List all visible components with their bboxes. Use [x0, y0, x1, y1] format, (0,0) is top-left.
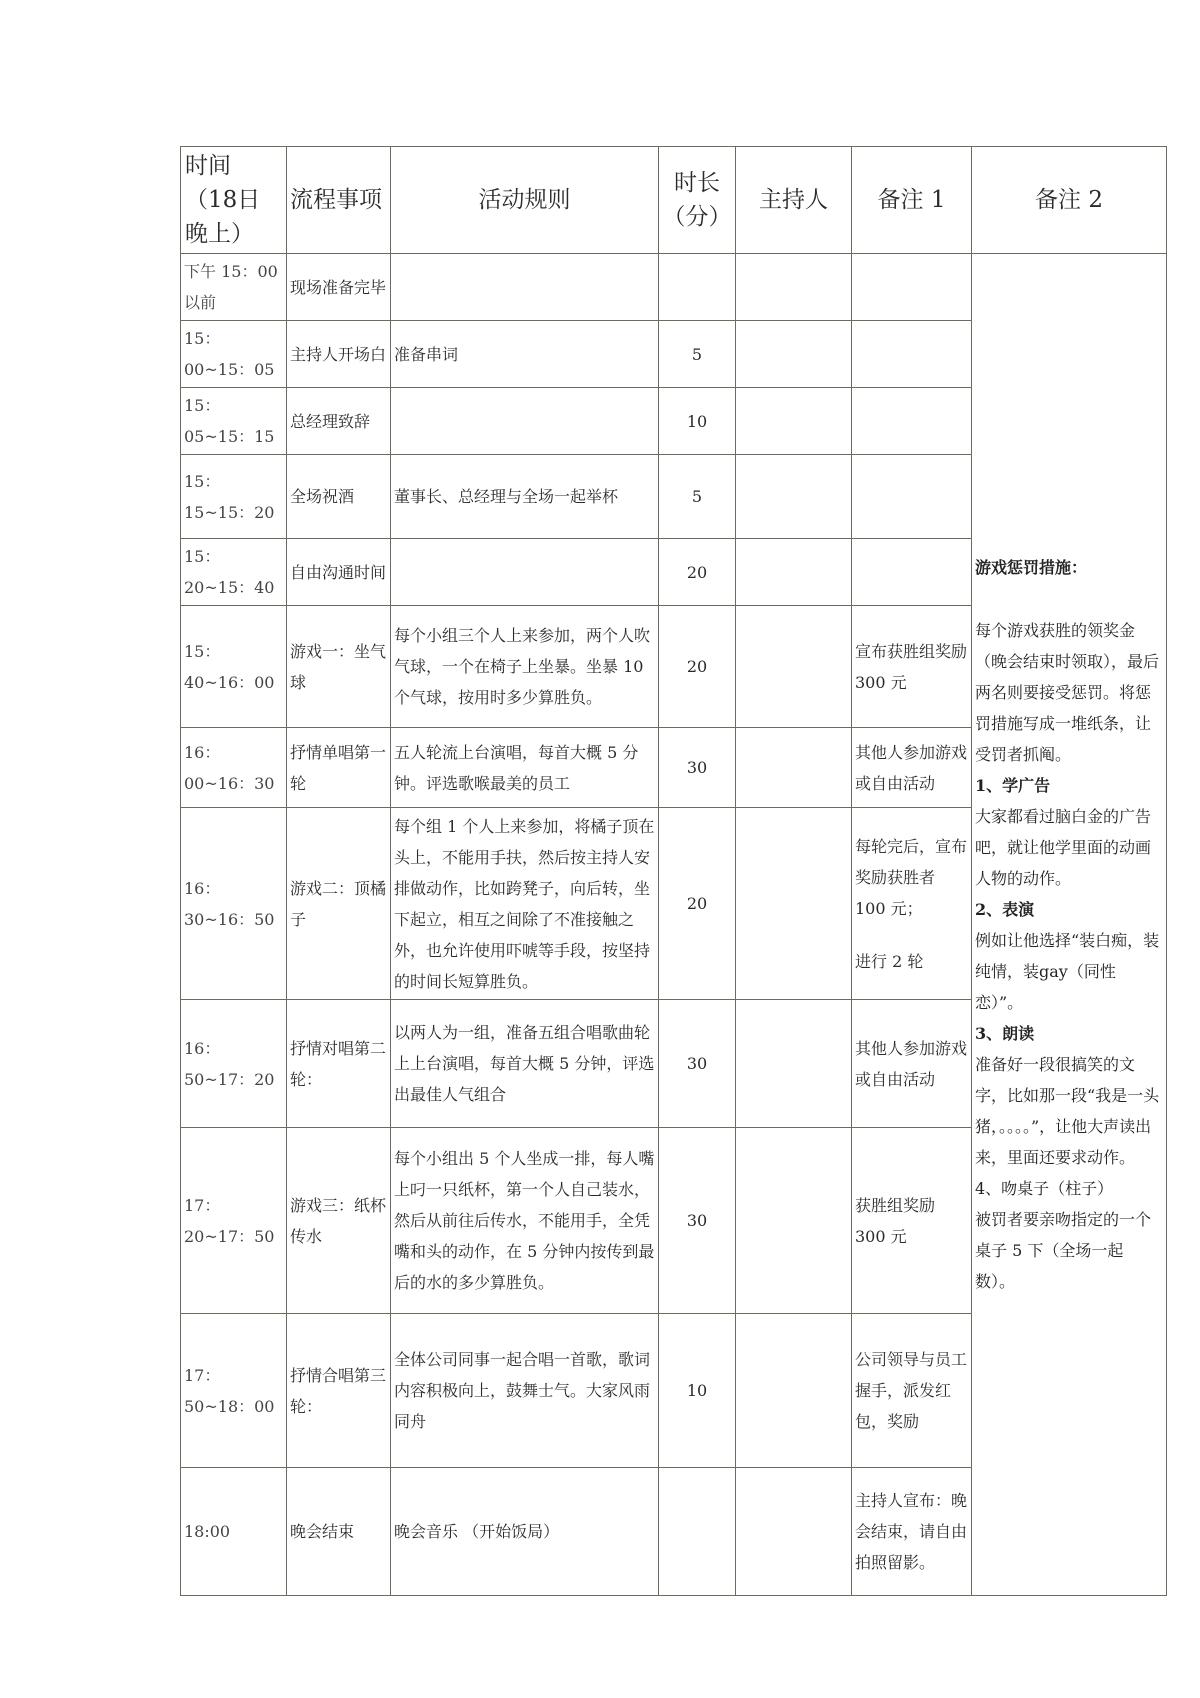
cell-duration: 30: [659, 1000, 736, 1128]
event-schedule-table: [180, 146, 1167, 1596]
note1-award-text: 每轮完后，宣布奖励获胜者 100 元；: [855, 836, 968, 918]
cell-rules: [391, 539, 659, 606]
penalty-item-head: 1、学广告: [975, 776, 1051, 795]
header-rules: 活动规则: [391, 147, 659, 254]
cell-item: 全场祝酒: [287, 455, 391, 539]
cell-host: [736, 1314, 852, 1468]
penalty-item-body: 大家都看过脑白金的广告吧，就让他学里面的动画人物的动作。: [975, 807, 1152, 888]
cell-duration: 30: [659, 1128, 736, 1314]
penalty-notes-cell: [972, 254, 1167, 1596]
cell-duration: 20: [659, 539, 736, 606]
cell-host: [736, 1128, 852, 1314]
cell-rules: 准备串词: [391, 321, 659, 388]
penalty-title: 游戏惩罚措施：: [975, 558, 1088, 577]
cell-item: 总经理致辞: [287, 388, 391, 455]
cell-rules: 每个小组出 5 个人坐成一排，每人嘴上叼一只纸杯，第一个人自己装水，然后从前往后传水，不能用手，全凭嘴和头的动作，在 5 分钟内按传到最后的水的多少算胜负。: [391, 1128, 659, 1314]
cell-item: 游戏三：纸杯传水: [287, 1128, 391, 1314]
cell-item: 游戏一：坐气球: [287, 606, 391, 728]
cell-note1: 其他人参加游戏或自由活动: [852, 1000, 972, 1128]
cell-note1: [852, 321, 972, 388]
header-note2: 备注 2: [972, 147, 1167, 254]
cell-host: [736, 606, 852, 728]
header-item: 流程事项: [287, 147, 391, 254]
table-row: [181, 254, 1167, 321]
cell-rules: [391, 388, 659, 455]
header-host: 主持人: [736, 147, 852, 254]
cell-note1: [852, 539, 972, 606]
cell-host: [736, 254, 852, 321]
penalty-item-body: 被罚者要亲吻指定的一个桌子 5 下（全场一起数）。: [975, 1210, 1152, 1291]
header-row: [181, 147, 1167, 254]
cell-note1: [852, 455, 972, 539]
cell-rules: 董事长、总经理与全场一起举杯: [391, 455, 659, 539]
cell-note1: [852, 808, 972, 1000]
cell-duration: 10: [659, 1314, 736, 1468]
cell-time: 15：40~16：00: [181, 606, 287, 728]
cell-time: 15：20~15：40: [181, 539, 287, 606]
cell-host: [736, 1468, 852, 1596]
cell-time: 下午 15：00 以前: [181, 254, 287, 321]
cell-host: [736, 728, 852, 808]
header-note1: 备注 1: [852, 147, 972, 254]
cell-item: 抒情合唱第三轮：: [287, 1314, 391, 1468]
cell-note1: 获胜组奖励 300 元: [852, 1128, 972, 1314]
cell-time: 17：20~17：50: [181, 1128, 287, 1314]
cell-time: 15：05~15：15: [181, 388, 287, 455]
cell-item: 现场准备完毕: [287, 254, 391, 321]
cell-duration: 30: [659, 728, 736, 808]
cell-duration: 10: [659, 388, 736, 455]
cell-note1: 其他人参加游戏或自由活动: [852, 728, 972, 808]
penalty-item-head: 4、吻桌子（柱子）: [975, 1179, 1114, 1198]
cell-item: 抒情对唱第二轮：: [287, 1000, 391, 1128]
cell-duration: [659, 1468, 736, 1596]
cell-rules: 每个小组三个人上来参加，两个人吹气球，一个在椅子上坐暴。坐暴 10 个气球，按用时多少算胜负。: [391, 606, 659, 728]
cell-note1: [852, 254, 972, 321]
cell-time: 16：00~16：30: [181, 728, 287, 808]
cell-host: [736, 808, 852, 1000]
cell-item: 自由沟通时间: [287, 539, 391, 606]
header-duration: 时长（分）: [659, 147, 736, 254]
cell-rules: 全体公司同事一起合唱一首歌，歌词内容积极向上，鼓舞士气。大家风雨同舟: [391, 1314, 659, 1468]
penalty-intro: 每个游戏获胜的领奖金（晚会结束时领取），最后两名则要接受惩罚。将惩罚措施写成一堆纸条，让受罚者抓阄。: [975, 621, 1160, 764]
penalty-item-head: 2、表演: [975, 900, 1035, 919]
penalty-item-body: 准备好一段很搞笑的文字，比如那一段“我是一头猪，。。。。”，让他大声读出来，里面还要求动作。: [975, 1055, 1160, 1167]
cell-time: 18:00: [181, 1468, 287, 1596]
cell-item: 游戏二：顶橘子: [287, 808, 391, 1000]
cell-duration: 20: [659, 606, 736, 728]
cell-rules: 每个组 1 个人上来参加，将橘子顶在头上，不能用手扶，然后按主持人安排做动作，比如跨凳子，向后转，坐下起立，相互之间除了不准接触之外，也允许使用吓唬等手段，按坚持的时间长短算胜负。: [391, 808, 659, 1000]
cell-time: 16：30~16：50: [181, 808, 287, 1000]
cell-host: [736, 321, 852, 388]
cell-time: 17：50~18：00: [181, 1314, 287, 1468]
note1-rounds-text: 进行 2 轮: [855, 951, 924, 971]
cell-host: [736, 388, 852, 455]
cell-duration: [659, 254, 736, 321]
cell-item: 主持人开场白: [287, 321, 391, 388]
cell-rules: 五人轮流上台演唱，每首大概 5 分钟。评选歌喉最美的员工: [391, 728, 659, 808]
penalty-item-body: 例如让他选择“装白痴，装纯情，装gay（同性恋）”。: [975, 931, 1160, 1012]
cell-time: 15：00~15：05: [181, 321, 287, 388]
cell-duration: 5: [659, 321, 736, 388]
cell-note1: [852, 388, 972, 455]
cell-rules: 晚会音乐 （开始饭局）: [391, 1468, 659, 1596]
cell-note1: 宣布获胜组奖励 300 元: [852, 606, 972, 728]
cell-note1: 公司领导与员工握手，派发红包，奖励: [852, 1314, 972, 1468]
cell-time: 15：15~15：20: [181, 455, 287, 539]
header-time: 时间（18日晚上）: [181, 147, 287, 254]
cell-host: [736, 539, 852, 606]
cell-host: [736, 455, 852, 539]
cell-item: 抒情单唱第一轮: [287, 728, 391, 808]
cell-rules: [391, 254, 659, 321]
cell-duration: 5: [659, 455, 736, 539]
cell-note1: 主持人宣布：晚会结束，请自由拍照留影。: [852, 1468, 972, 1596]
cell-duration: 20: [659, 808, 736, 1000]
penalty-item-head: 3、朗读: [975, 1024, 1035, 1043]
cell-rules: 以两人为一组，准备五组合唱歌曲轮上上台演唱，每首大概 5 分钟，评选出最佳人气组合: [391, 1000, 659, 1128]
cell-item: 晚会结束: [287, 1468, 391, 1596]
cell-host: [736, 1000, 852, 1128]
cell-time: 16：50~17：20: [181, 1000, 287, 1128]
